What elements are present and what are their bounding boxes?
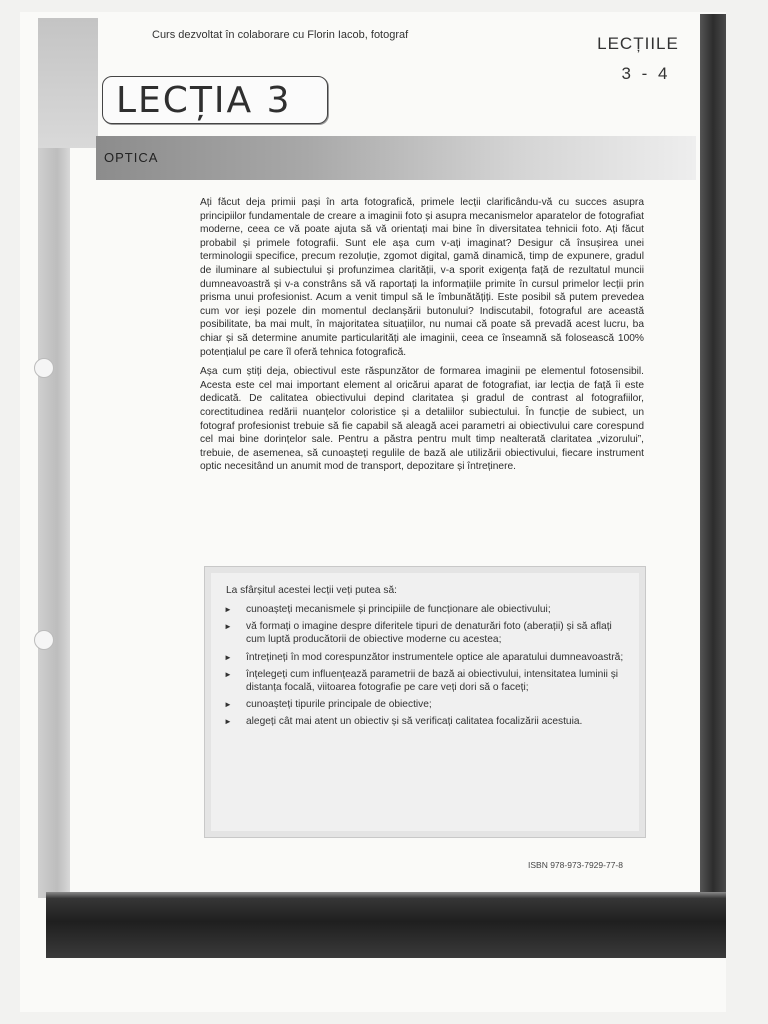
bullet-arrow-icon: ►: [224, 717, 232, 727]
body-paragraph: Ați făcut deja primii pași în arta fotografică, primele lecții clarificându-vă cu succes asupra principiilor fundamentale de creare a imaginii foto și asupra mecanismelor aparatelor de fotografiat moderne, ceea ce vă poate ajuta să vă orientați mai bine în diversitatea tehnicii foto. Ați făcut probabil și primele fotografii. Sunt ele așa cum v-ați imaginat? Desigur că însușirea unei terminologii specifice, precum rezoluție, zgomot digital, gamă dinamică, timp de expunere, gradul de iluminare al subiectului și profunzimea clarității, v-a sporit exigența față de rezultatul muncii dumneavoastră și v-a constrâns să vă raportați la informațiile primite în cursul primelor lecții prin prisma unui profesionist. Acum a venit timpul să le îmbunătățiți. Este posibil să putem prevedea cum vor ieși pozele din momentul declanșării butonului? Indiscutabil, fotograful are această posibilitate, ba mai mult, în majoritatea situațiilor, nu numai că poate să prevadă acest lucru, ba chiar și să determine anumite particularități ale imaginii, ceea ce înseamnă să folosească 100% potențialul pe care îl oferă tehnica fotografică.: [200, 197, 644, 358]
topic-label: OPTICA: [104, 150, 159, 165]
objective-item: [222, 603, 630, 616]
lesson-title: LECȚIA 3: [116, 80, 292, 121]
objective-text: înțelegeți cum influențează parametrii de bază ai obiectivului, intensitatea luminii și distanța focală, viitoarea fotografie pe care veți dori să o faceți;: [246, 668, 619, 694]
topic-banner: [96, 136, 696, 180]
lessons-range: 3 - 4: [621, 64, 671, 83]
objective-item: [222, 698, 630, 711]
bottom-dark-band: [46, 892, 726, 958]
course-credit-note: Curs dezvoltat în colaborare cu Florin Iacob, fotograf: [152, 29, 409, 41]
body-paragraph: Așa cum știți deja, obiectivul este răspunzător de formarea imaginii pe elementul fotosensibil. Acesta este cel mai important element al oricărui aparat de fotografiat, iar lecția de față îi este dedicată. De calitatea obiectivului depind claritatea și gradul de contrast al fotografiilor, corectitudinea redării nuanțelor coloristice și a detaliilor subiectului. În funcție de subiect, un fotograf profesionist trebuie să fie capabil să aleagă acei parametri ai obiectivului care corespund cel mai bine dorințelor sale. Pentru a păstra pentru mult timp nealterată claritatea „vizorului”, trebuie, de asemenea, să cunoașteți regulile de bază ale utilizării obiectivului, fiecare instrument optic necesitând un anumit mod de transport, depozitare și întreținere.: [200, 366, 644, 473]
bullet-arrow-icon: ►: [224, 652, 232, 662]
objective-text: întrețineți în mod corespunzător instrumentele optice ale aparatului dumneavoastră;: [246, 651, 624, 663]
lesson-body: [200, 196, 644, 480]
bullet-arrow-icon: ►: [224, 622, 232, 632]
objectives-list: [222, 603, 630, 733]
bullet-arrow-icon: ►: [224, 669, 232, 679]
objective-item: [222, 651, 630, 664]
left-band-top-block: [38, 18, 98, 148]
binder-hole-lower: [34, 630, 54, 650]
objective-item: [222, 668, 630, 694]
objective-text: alegeți cât mai atent un obiectiv și să verificați calitatea focalizării acestuia.: [246, 716, 583, 728]
right-dark-band: [700, 14, 726, 914]
objective-item: [222, 715, 630, 728]
left-decorative-band: [38, 18, 70, 898]
bullet-arrow-icon: ►: [224, 700, 232, 710]
bullet-arrow-icon: ►: [224, 605, 232, 614]
objective-text: cunoașteți tipurile principale de obiective;: [246, 699, 432, 711]
binder-hole-upper: [34, 358, 54, 378]
objectives-intro: La sfârșitul acestei lecții veți putea să:: [226, 585, 398, 596]
objective-text: cunoașteți mecanismele și principiile de funcționare ale obiectivului;: [246, 604, 551, 615]
isbn-number: ISBN 978-973-7929-77-8: [528, 860, 623, 870]
lessons-label: LECȚIILE: [597, 34, 679, 53]
objective-text: vă formați o imagine despre diferitele tipuri de denaturări foto (aberații) și să aflați cum luptă producătorii de obiective moderne cu acestea;: [246, 621, 612, 646]
objective-item: [222, 620, 630, 646]
